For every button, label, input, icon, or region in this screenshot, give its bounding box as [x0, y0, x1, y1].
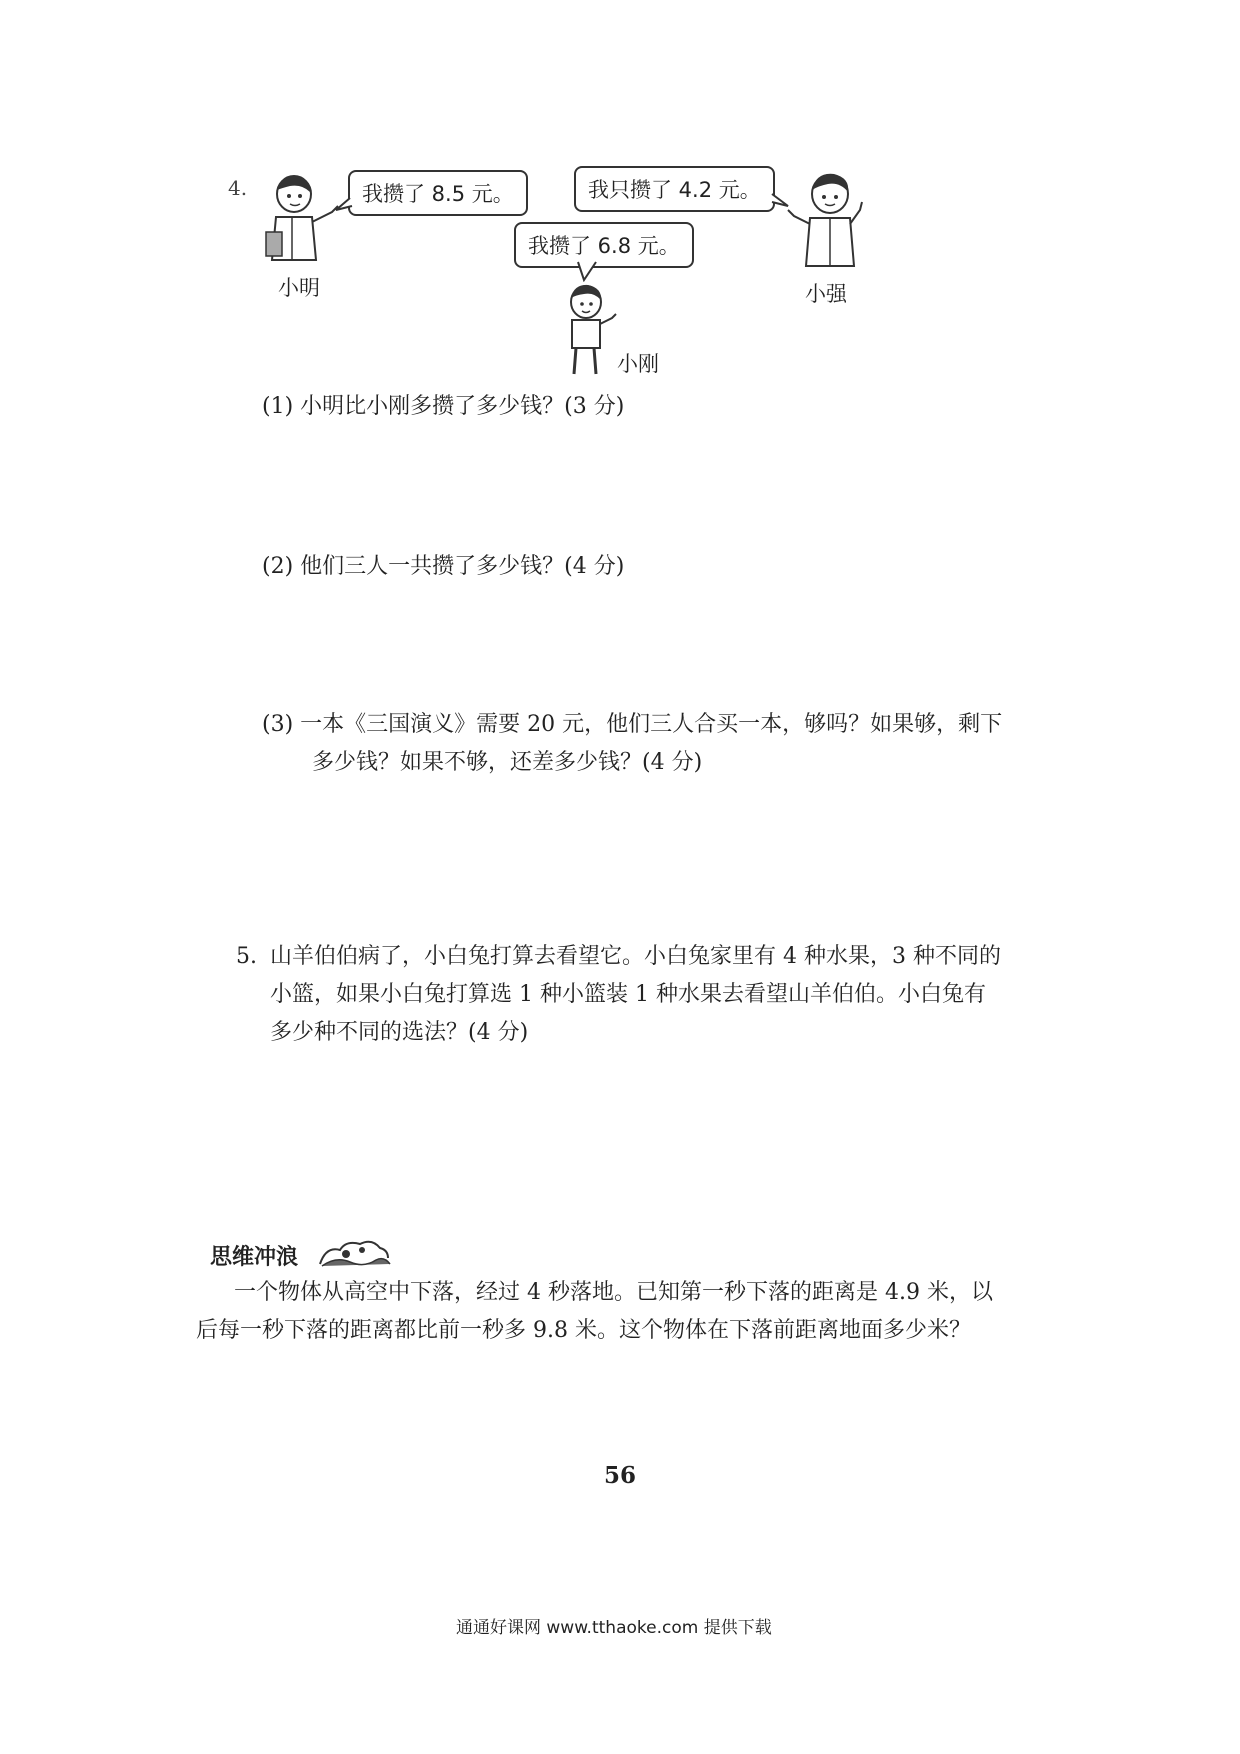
xiaoming-speech: 我攒了 8.5 元。: [362, 182, 514, 206]
problem-5-line-2: 小篮，如果小白兔打算选 1 种小篮装 1 种水果去看望山羊伯伯。小白兔有: [270, 982, 986, 1007]
wave-icon: [316, 1236, 392, 1270]
bonus-line-2: 后每一秒下落的距离都比前一秒多 9.8 米。这个物体在下落前距离地面多少米？: [196, 1318, 971, 1343]
xiaogang-speech-bubble: [514, 222, 694, 268]
xiaogang-bubble-tail: [576, 260, 600, 282]
problem-5-line-3: 多少种不同的选法？(4 分): [270, 1020, 529, 1045]
problem-4-number: 4.: [228, 176, 248, 200]
bonus-line-1: 一个物体从高空中下落，经过 4 秒落地。已知第一秒下落的距离是 4.9 米，以: [234, 1280, 993, 1305]
question-4-3-line-1: (3) 一本《三国演义》需要 20 元，他们三人合买一本，够吗？如果够，剩下: [262, 712, 1003, 737]
xiaoming-label: 小明: [278, 276, 320, 300]
problem-5-number: 5.: [236, 944, 257, 969]
xiaogang-label: 小刚: [617, 352, 659, 376]
xiaogang-figure: [560, 282, 620, 380]
question-4-2: (2) 他们三人一共攒了多少钱？(4 分): [262, 554, 625, 579]
problem-5-line-1: 山羊伯伯病了，小白兔打算去看望它。小白兔家里有 4 种水果，3 种不同的: [270, 944, 1001, 969]
page-number: 56: [604, 1462, 637, 1489]
section-title: 思维冲浪: [210, 1245, 299, 1270]
xiaoqiang-speech: 我只攒了 4.2 元。: [588, 178, 761, 202]
xiaogang-speech: 我攒了 6.8 元。: [528, 234, 680, 258]
xiaoming-speech-bubble: [348, 170, 528, 216]
xiaoming-bubble-tail: [334, 196, 354, 214]
question-4-3-line-2: 多少钱？如果不够，还差多少钱？(4 分): [312, 750, 703, 775]
xiaoqiang-label: 小强: [805, 282, 847, 306]
footer-text: 通通好课网 www.tthaoke.com 提供下载: [456, 1618, 772, 1638]
xiaoqiang-speech-bubble: [574, 166, 775, 212]
question-4-1: (1) 小明比小刚多攒了多少钱？(3 分): [262, 394, 625, 419]
xiaoqiang-figure: [782, 170, 872, 275]
xiaoming-figure: [262, 172, 342, 272]
